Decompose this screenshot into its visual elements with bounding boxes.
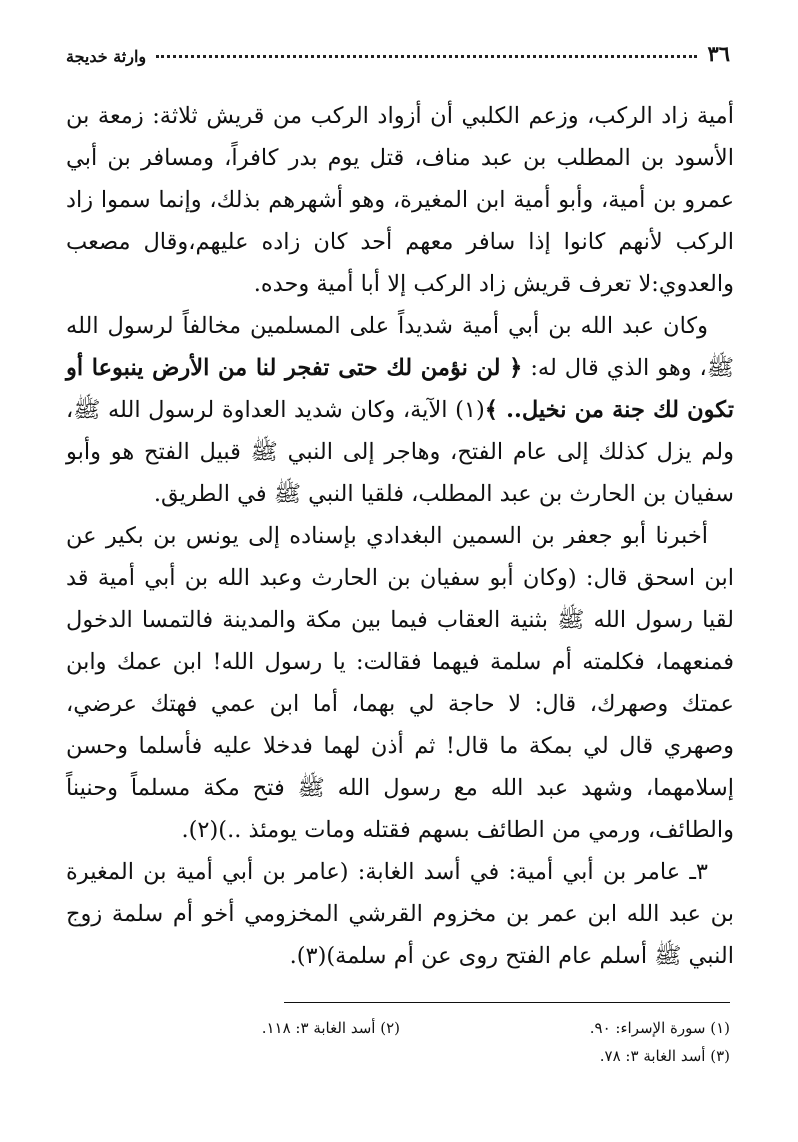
page-header <box>66 30 730 66</box>
quran-quote: ﴿ لن نؤمن لك حتى تفجر لنا من الأرض ينبوعا أو تكون لك جنة من نخيل.. ﴾ <box>66 355 734 423</box>
paragraph-2-part-1: وكان عبد الله بن أبي أمية شديداً على المسلمين مخالفاً لرسول الله ﷺ، وهو الذي قال له: <box>66 313 734 381</box>
footnote-3: (٣) أسد الغابة ٣: ٧٨. <box>599 1047 730 1065</box>
paragraph-2 <box>66 305 734 515</box>
footnote-row <box>66 1042 730 1070</box>
footnote-separator <box>284 1002 730 1003</box>
paragraph-3: أخبرنا أبو جعفر بن السمين البغدادي بإسناده إلى يونس بن بكير عن ابن اسحق قال: (وكان أبو سفيان بن الحارث وعبد الله بن أبي أمية قد لقيا رسول الله ﷺ بثنية العقاب فيما بين مكة والمدينة فالتمسا الدخول فمنعهما، فكلمته أم سلمة فيهما فقالت: يا رسول الله! ابن عمك وابن عمتك وصهرك، قال: لا حاجة لي بهما، أما ابن عمي فهتك عرضي، وصهري قال لي بمكة ما قال! ثم أذن لهما فدخلا عليه فأسلما وحسن إسلامهما، وشهد عبد الله مع رسول الله ﷺ فتح مكة مسلماً وحنيناً والطائف، ورمي من الطائف بسهم فقتله ومات يومئذ ..)(٢). <box>66 523 734 843</box>
running-title: وارثة خديجة <box>66 47 147 66</box>
paragraph-4: ٣ـ عامر بن أبي أمية: في أسد الغابة: (عامر بن أبي أمية بن المغيرة بن عبد الله ابن عمر بن مخزوم القرشي المخزومي أخو أم سلمة زوج النبي ﷺ أسلم عام الفتح روى عن أم سلمة)(٣). <box>66 859 734 969</box>
paragraph-1: أمية زاد الركب، وزعم الكلبي أن أزواد الركب من قريش ثلاثة: زمعة بن الأسود بن المطلب بن عبد مناف، قتل يوم بدر كافراً، ومسافر بن أبي عمرو بن أمية، وأبو أمية ابن المغيرة، وهو أشهرهم بذلك، وإنما سموا زاد الركب لأنهم كانوا إذا سافر معهم أحد كان زاده عليهم،وقال مصعب والعدوي:لا تعرف قريش زاد الركب إلا أبا أمية وحده. <box>66 103 734 297</box>
main-text <box>66 95 734 977</box>
footnote-1: (١) سورة الإسراء: ٩٠. <box>589 1019 730 1037</box>
paragraph-2-part-2: (١) الآية، وكان شديد العداوة لرسول الله ﷺ، ولم يزل كذلك إلى عام الفتح، وهاجر إلى النبي ﷺ قبيل الفتح هو وأبو سفيان بن الحارث بن عبد المطلب، فلقيا النبي ﷺ في الطريق. <box>66 397 734 507</box>
footnote-row <box>66 1014 730 1042</box>
page-number: ٣٦ <box>707 41 730 66</box>
header-dotted-leader <box>156 55 697 58</box>
footnotes <box>66 1014 730 1070</box>
footnote-2: (٢) أسد الغابة ٣: ١١٨. <box>261 1019 400 1037</box>
